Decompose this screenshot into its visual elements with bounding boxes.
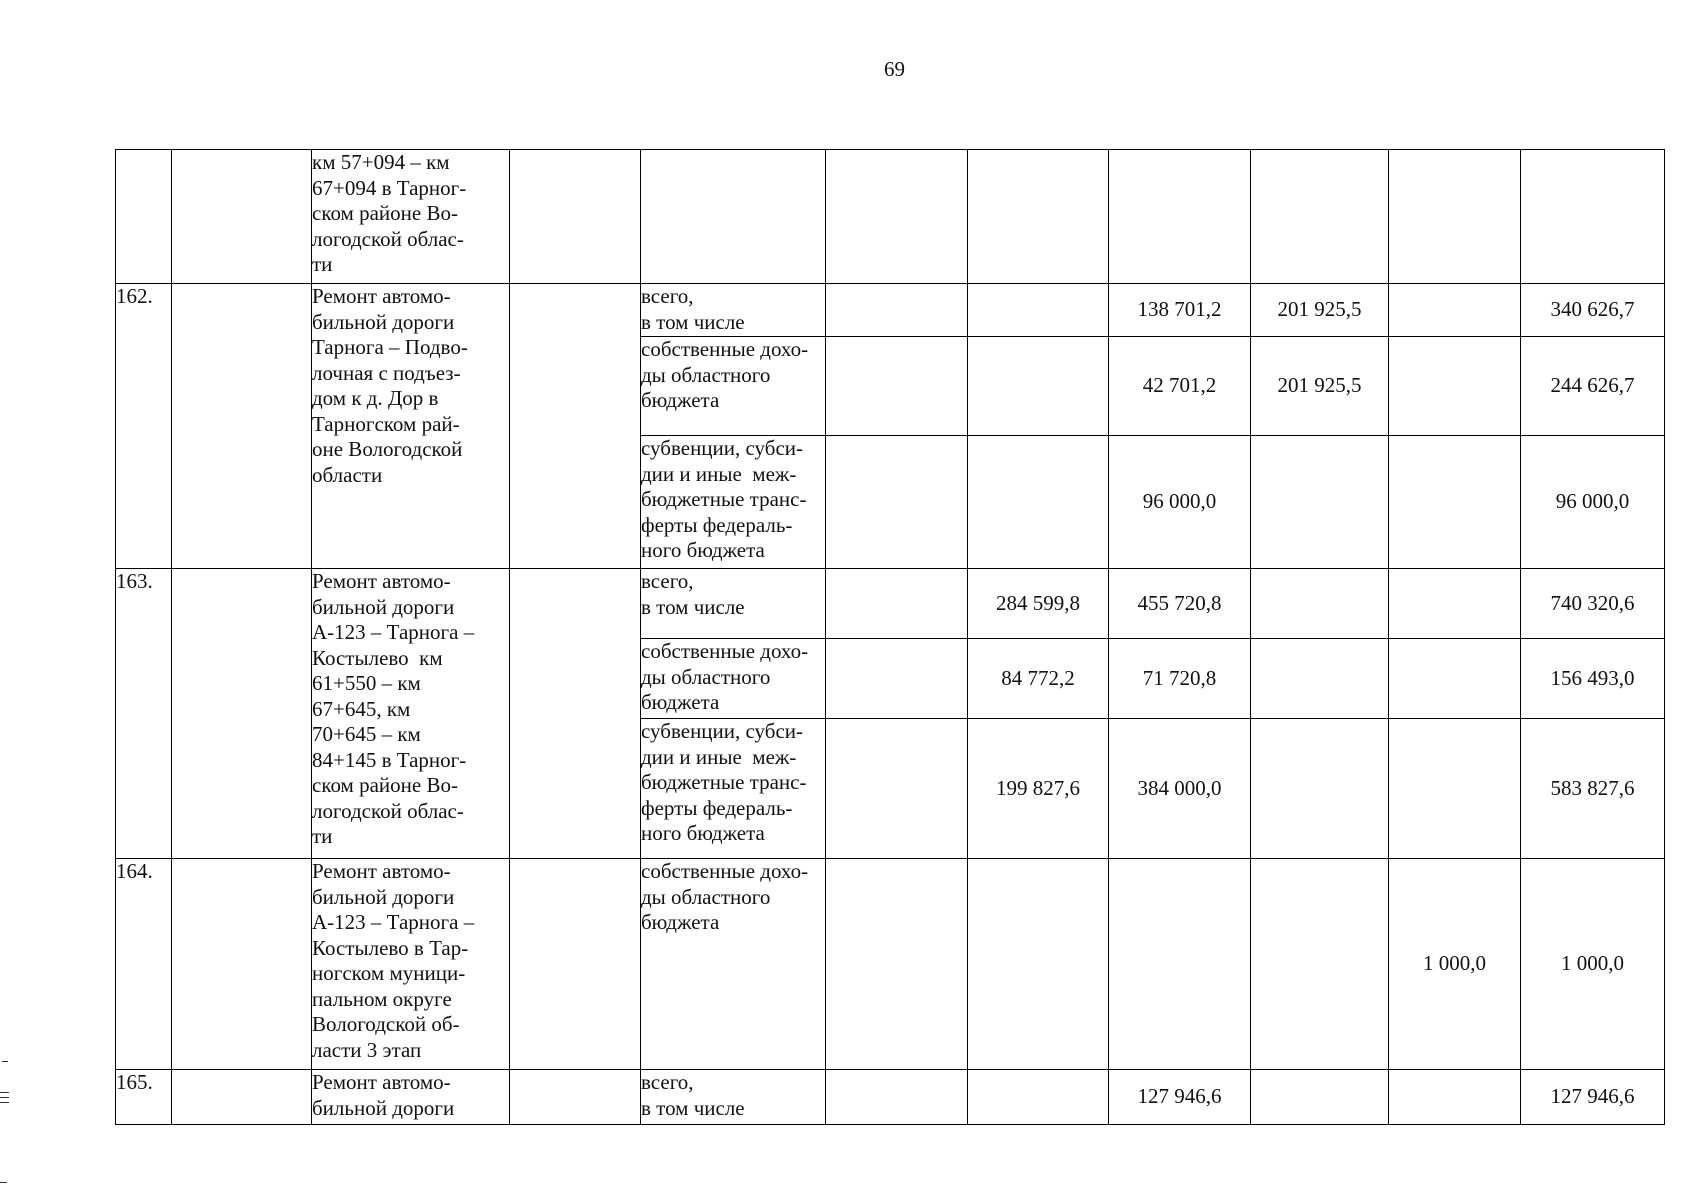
funding-source-cell: всего, в том числе [641,284,826,337]
amount-cell [1389,284,1521,337]
table-row [116,569,1665,639]
row-number-cell: 163. [116,569,172,859]
amount-cell [1251,569,1389,639]
row-number-cell: 162. [116,284,172,569]
object-name-cell: Ремонт автомо- бильной дороги А-123 – Тарнога – Костылево в Тар- ногском муници- пальном округе Вологодской об- ласти 3 этап [312,859,510,1070]
amount-cell: 455 720,8 [1109,569,1251,639]
amount-cell [826,436,968,569]
amount-cell: 201 925,5 [1251,337,1389,436]
amount-cell [1389,150,1521,284]
amount-cell [1251,719,1389,859]
funding-source-cell: всего, в том числе [641,569,826,639]
scan-mark [2,1061,8,1062]
amount-cell: 138 701,2 [1109,284,1251,337]
table-row [116,150,1665,284]
blank-cell [510,859,641,1070]
amount-cell: 96 000,0 [1109,436,1251,569]
funding-source-cell: субвенции, субси- дии и иные меж- бюджетные транс- ферты федераль- ного бюджета [641,719,826,859]
amount-cell: 127 946,6 [1109,1070,1251,1125]
object-name-cell: Ремонт автомо- бильной дороги Тарнога – Подво- лочная с подъез- дом к д. Дор в Тарногском рай- оне Вологодской области [312,284,510,569]
row-number-cell: 164. [116,859,172,1070]
amount-cell [968,436,1109,569]
amount-cell: 384 000,0 [1109,719,1251,859]
amount-cell: 201 925,5 [1251,284,1389,337]
page-number: 69 [884,57,905,81]
funding-source-cell: собственные дохо- ды областного бюджета [641,639,826,719]
amount-cell: 199 827,6 [968,719,1109,859]
row-number-cell [116,150,172,284]
amount-cell: 284 599,8 [968,569,1109,639]
total-cell: 156 493,0 [1521,639,1665,719]
amount-cell [826,569,968,639]
amount-cell [826,284,968,337]
funding-source-cell: всего, в том числе [641,1070,826,1125]
amount-cell: 42 701,2 [1109,337,1251,436]
amount-cell [968,1070,1109,1125]
funding-source-cell: собственные дохо- ды областного бюджета [641,337,826,436]
amount-cell: 1 000,0 [1389,859,1521,1070]
amount-cell [1389,436,1521,569]
amount-cell [826,639,968,719]
amount-cell [1109,859,1251,1070]
amount-cell [1251,1070,1389,1125]
funding-source-cell: собственные дохо- ды областного бюджета [641,859,826,1070]
blank-cell [172,569,312,859]
blank-cell [172,150,312,284]
blank-cell [172,1070,312,1125]
total-cell: 127 946,6 [1521,1070,1665,1125]
funding-source-cell [641,150,826,284]
amount-cell: 84 772,2 [968,639,1109,719]
table-row [116,284,1665,337]
blank-cell [510,150,641,284]
amount-cell [1109,150,1251,284]
amount-cell [826,859,968,1070]
amount-cell [968,859,1109,1070]
amount-cell [1389,569,1521,639]
amount-cell: 71 720,8 [1109,639,1251,719]
amount-cell [968,150,1109,284]
amount-cell [968,284,1109,337]
table-row [116,1070,1665,1125]
amount-cell [1389,719,1521,859]
amount-cell [826,1070,968,1125]
amount-cell [968,337,1109,436]
total-cell: 583 827,6 [1521,719,1665,859]
blank-cell [172,859,312,1070]
amount-cell [1389,639,1521,719]
table-row [116,859,1665,1070]
amount-cell [826,150,968,284]
blank-cell [510,569,641,859]
funding-source-cell: субвенции, субси- дии и иные меж- бюджетные транс- ферты федераль- ного бюджета [641,436,826,569]
scan-mark [0,1097,9,1098]
scan-mark [0,1102,9,1103]
blank-cell [510,1070,641,1125]
amount-cell [1251,150,1389,284]
total-cell [1521,150,1665,284]
amount-cell [1389,337,1521,436]
object-name-cell: Ремонт автомо- бильной дороги [312,1070,510,1125]
amount-cell [1389,1070,1521,1125]
object-name-cell: Ремонт автомо- бильной дороги А-123 – Тарнога – Костылево км 61+550 – км 67+645, км 70+645 – км 84+145 в Тарног- ском районе Во- логодской облас- ти [312,569,510,859]
total-cell: 340 626,7 [1521,284,1665,337]
amount-cell [1251,436,1389,569]
amount-cell [826,337,968,436]
row-number-cell: 165. [116,1070,172,1125]
total-cell: 244 626,7 [1521,337,1665,436]
scan-mark [0,1182,7,1183]
object-name-cell: км 57+094 – км 67+094 в Тарног- ском районе Во- логодской облас- ти [312,150,510,284]
blank-cell [510,284,641,569]
amount-cell [1251,859,1389,1070]
scan-mark [0,1092,9,1093]
amount-cell [826,719,968,859]
blank-cell [172,284,312,569]
amount-cell [1251,639,1389,719]
total-cell: 740 320,6 [1521,569,1665,639]
budget-table [115,149,1665,1125]
total-cell: 1 000,0 [1521,859,1665,1070]
total-cell: 96 000,0 [1521,436,1665,569]
